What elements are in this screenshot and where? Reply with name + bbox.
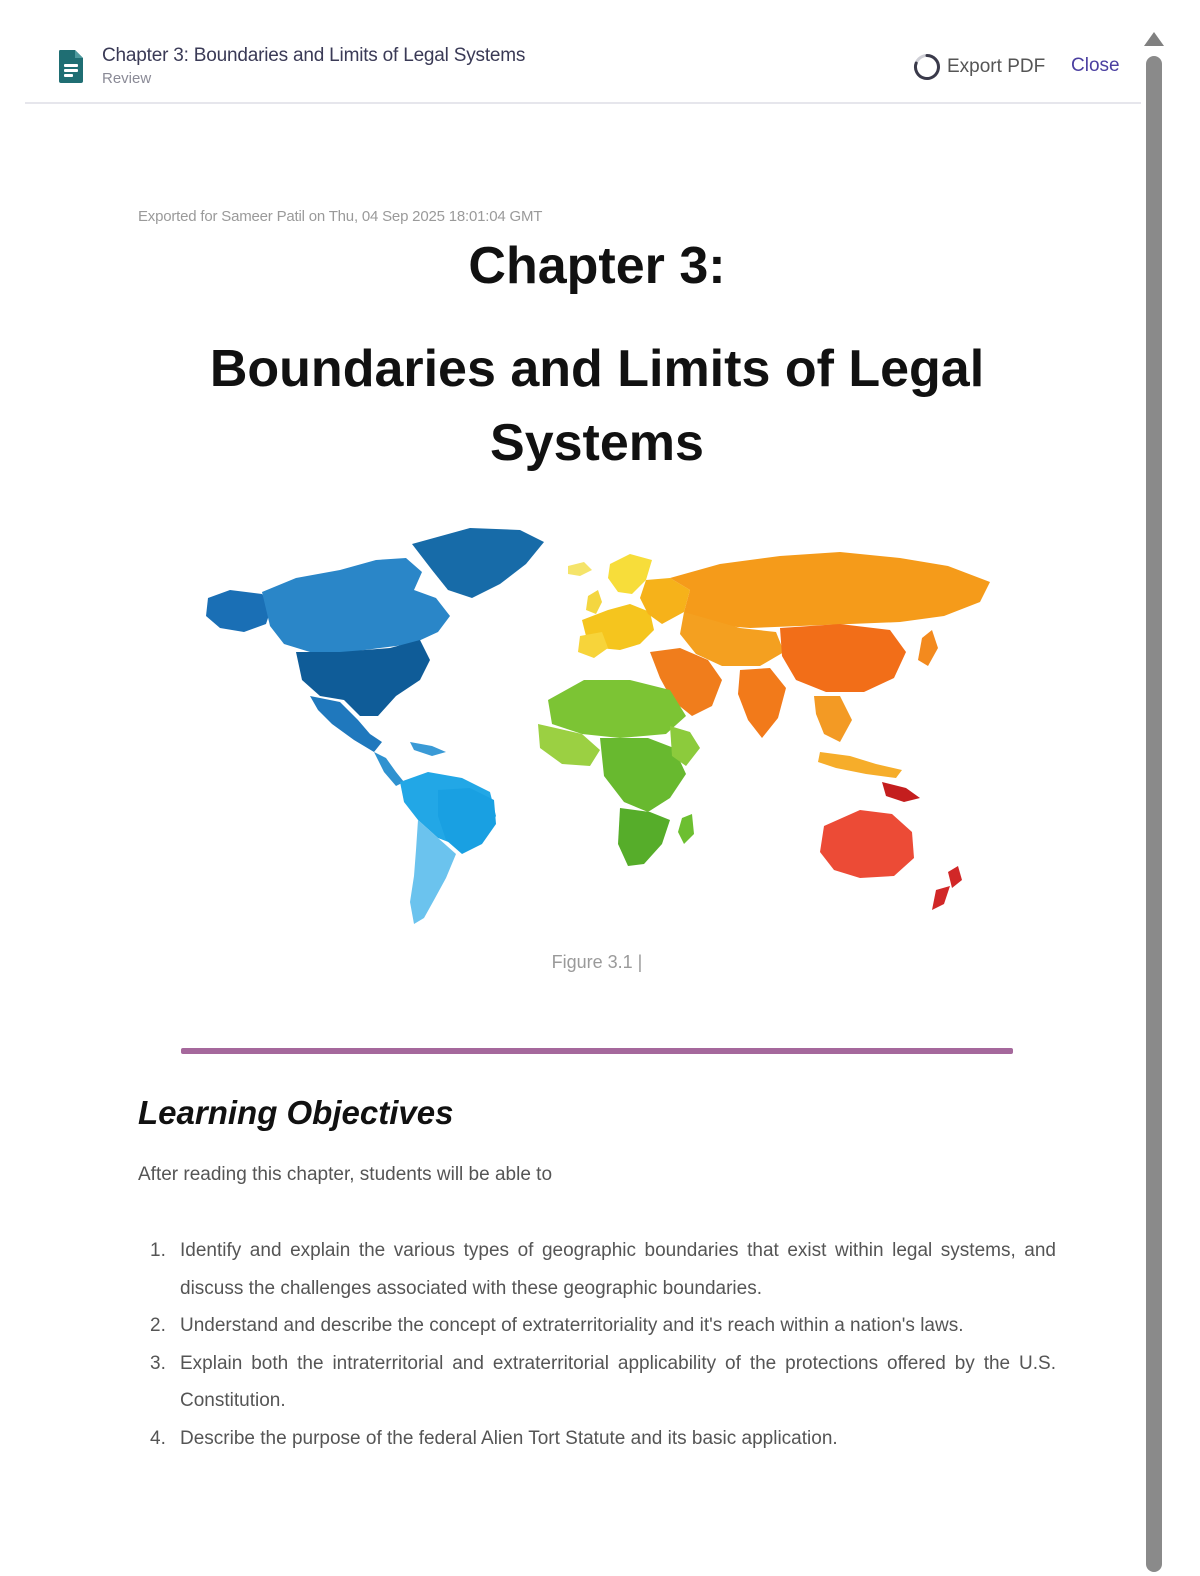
- list-item-number: 2.: [150, 1315, 166, 1336]
- list-item-text: Describe the purpose of the federal Alien Tort Statute and its basic application.: [180, 1427, 838, 1449]
- list-item: [138, 1345, 1056, 1420]
- learning-objectives-list: [138, 1232, 1056, 1457]
- document-subtitle: Review: [102, 70, 152, 87]
- list-item-number: 4.: [150, 1427, 166, 1449]
- list-item-text: Explain both the intraterritorial and extraterritorial applicability of the protections offered by the U.S. Constitution.: [180, 1352, 1056, 1411]
- list-item-number: 3.: [150, 1352, 166, 1374]
- map-new-guinea: [882, 782, 920, 802]
- document-header: [25, 28, 1141, 104]
- list-item-text: Identify and explain the various types of geographic boundaries that exist within legal systems, and discuss the challenges associated with these geographic boundaries.: [180, 1240, 1056, 1299]
- map-greenland: [412, 528, 544, 598]
- learning-objectives-intro: After reading this chapter, students will be able to: [138, 1164, 553, 1185]
- export-pdf-button[interactable]: [913, 52, 1045, 82]
- map-india: [738, 668, 786, 738]
- list-item: [138, 1307, 1056, 1345]
- map-russia: [670, 552, 990, 628]
- map-china: [780, 624, 906, 692]
- map-madagascar: [678, 814, 694, 844]
- map-japan: [918, 630, 938, 666]
- map-north-africa: [548, 680, 686, 738]
- loading-spinner-icon: [913, 53, 941, 81]
- export-pdf-label: Export PDF: [947, 56, 1046, 77]
- map-new-zealand-north: [948, 866, 962, 888]
- list-item-number: 1.: [150, 1240, 166, 1261]
- list-item-text: Understand and describe the concept of extraterritoriality and it's reach within a nation's laws.: [180, 1315, 964, 1336]
- map-central-america: [374, 752, 404, 786]
- section-divider: [181, 1048, 1013, 1054]
- map-brazil: [438, 788, 496, 854]
- map-southern-africa: [618, 808, 670, 866]
- map-uk: [586, 590, 602, 614]
- map-canada: [262, 558, 450, 652]
- exported-note: Exported for Sameer Patil on Thu, 04 Sep 2025 18:01:04 GMT: [138, 208, 543, 225]
- document-title: Chapter 3: Boundaries and Limits of Legal Systems: [102, 45, 526, 66]
- document-icon: [57, 48, 85, 84]
- figure-caption: Figure 3.1 |: [551, 952, 643, 972]
- map-caribbean: [410, 742, 446, 756]
- map-alaska: [206, 590, 272, 632]
- close-button[interactable]: Close: [1071, 55, 1120, 76]
- scroll-up-arrow-icon[interactable]: [1144, 32, 1164, 46]
- learning-objectives-heading: Learning Objectives: [138, 1094, 454, 1131]
- map-new-zealand-south: [932, 886, 950, 910]
- list-item: [138, 1420, 1056, 1458]
- map-southeast-asia: [814, 696, 852, 742]
- chapter-label: Chapter 3:: [468, 237, 726, 295]
- map-iceland: [568, 562, 592, 576]
- map-indonesia: [818, 752, 902, 778]
- list-item: [138, 1232, 1056, 1307]
- world-map-figure: [200, 520, 996, 940]
- chapter-title: Boundaries and Limits of Legal Systems: [209, 340, 985, 472]
- map-australia: [820, 810, 914, 878]
